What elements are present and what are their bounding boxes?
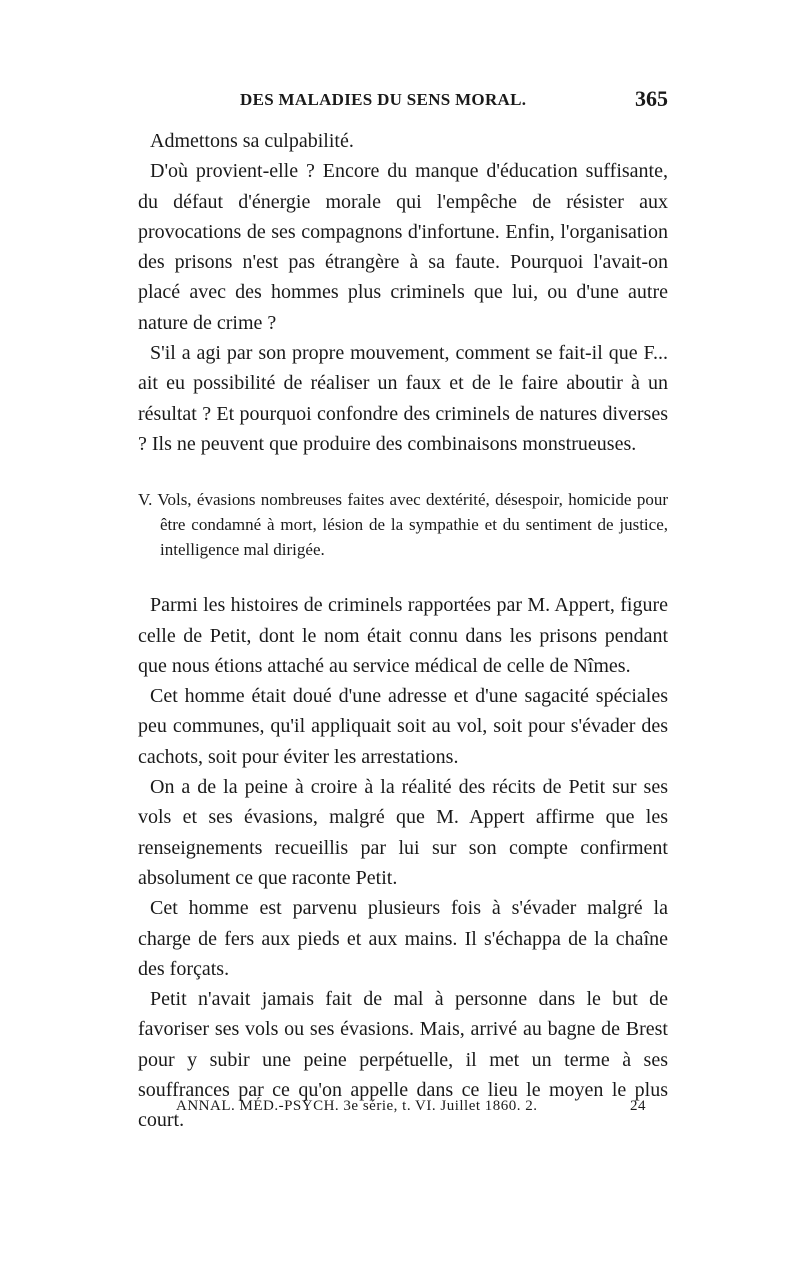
paragraph-1: Admettons sa culpabilité. [150,130,354,152]
section-summary: V. Vols, évasions nombreuses faites avec dextérité, désespoir, homicide pour être condamné à mort, lésion de la sympathie et du sentiment de justice, intelligence mal dirigée. [138,490,668,560]
paragraph-4: Parmi les histoires de criminels rapportées par M. Appert, figure celle de Petit, dont le nom était connu dans les prisons pendant que nous étions attaché au service médical de celle de Nîmes. [138,594,668,677]
paragraph-8: Petit n'avait jamais fait de mal à personne dans le but de favoriser ses vols ou ses évasions. Mais, arrivé au bagne de Brest pour y subir une peine perpétuelle, il met un terme à ses souffrances par ce qu'on appelle dans ce lieu le moyen le plus court. [138,988,668,1132]
page-header [138,86,668,120]
body-text [138,126,668,1136]
signature-mark: 24 [630,1098,646,1114]
page-number: 365 [635,86,668,111]
paragraph-3: S'il a agi par son propre mouvement, comment se fait-il que F... ait eu possibilité de réaliser un faux et de le faire aboutir à un résultat ? Et pourquoi confondre des criminels de natures diverses ? Ils ne peuvent que produire des combinaisons monstrueuses. [138,342,668,455]
page-footer [176,1098,646,1115]
running-title: DES MALADIES DU SENS MORAL. [240,90,527,109]
paragraph-5: Cet homme était doué d'une adresse et d'une sagacité spéciales peu communes, qu'il appliquait soit au vol, soit pour s'évader des cachots, soit pour éviter les arrestations. [138,685,668,768]
paragraph-6: On a de la peine à croire à la réalité des récits de Petit sur ses vols et ses évasions, malgré que M. Appert affirme que les renseignements recueillis par lui sur son compte confirment absolument ce que raconte Petit. [138,776,668,889]
paragraph-7: Cet homme est parvenu plusieurs fois à s'évader malgré la charge de fers aux pieds et aux mains. Il s'échappa de la chaîne des forçats. [138,897,668,980]
footer-citation: ANNAL. MÉD.-PSYCH. 3e série, t. VI. Juillet 1860. 2. [176,1098,538,1114]
paragraph-2: D'où provient-elle ? Encore du manque d'éducation suffisante, du défaut d'énergie morale qui l'empêche de résister aux provocations de ses compagnons d'infortune. Enfin, l'organisation des prisons n'est pas étrangère à sa faute. Pourquoi l'avait-on placé avec des hommes plus criminels que lui, ou d'une autre nature de crime ? [138,160,668,334]
